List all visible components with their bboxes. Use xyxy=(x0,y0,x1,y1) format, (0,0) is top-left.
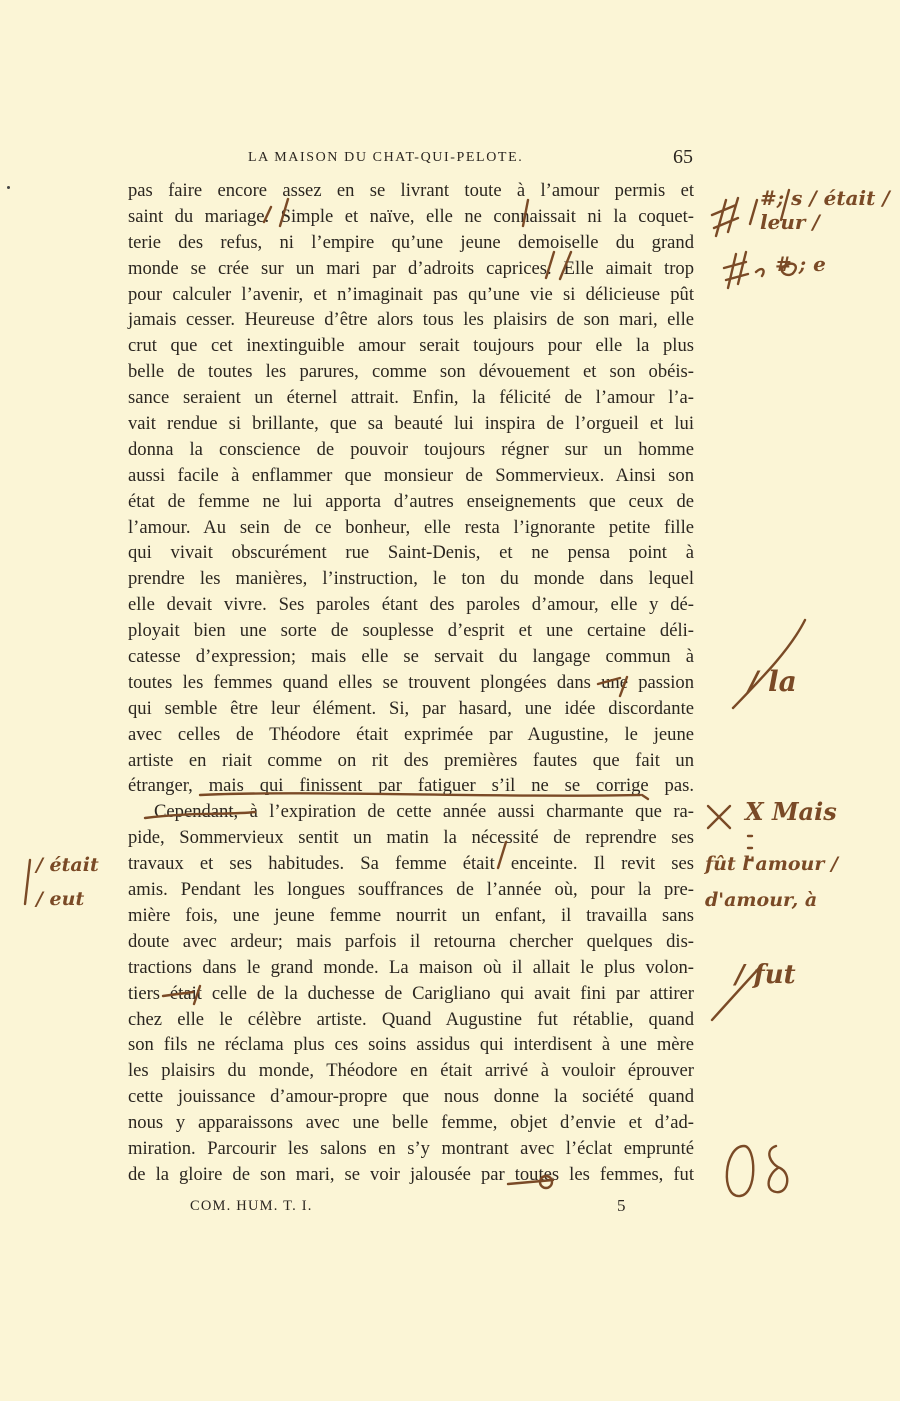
semicolon-mark xyxy=(756,269,764,276)
text-line: travaux et ses habitudes. Sa femme était enceinte. Il revit ses xyxy=(128,853,694,875)
text-line: de la gloire de son mari, se voir jalousée par toutes les femmes, fut xyxy=(128,1163,694,1185)
text-line: donna la conscience de pouvoir toujours régner sur un homme xyxy=(128,438,694,460)
text-line: catesse d’expression; mais elle se servait du langage commun à xyxy=(128,646,694,668)
text-line: jamais cesser. Heureuse d’être alors tous les plaisirs de son mari, elle xyxy=(128,309,694,331)
page-number: 65 xyxy=(673,146,693,168)
text-line: pour calculer l’avenir, et n’imaginait pas qu’une vie si délicieuse pût xyxy=(128,283,694,305)
sheet-number: 5 xyxy=(617,1196,627,1215)
text-line: ployait bien une sorte de souplesse d’esprit et une certaine déli- xyxy=(128,620,694,642)
text-line: toutes les femmes quand elles se trouvent plongées dans une passion xyxy=(128,671,694,693)
hash-mark-1 xyxy=(712,198,738,236)
text-line: monde se crée sur un mari par d’adroits caprices. Elle aimait trop xyxy=(128,257,694,279)
annotation-4: X Mais xyxy=(745,797,837,826)
annotation-7: / fut xyxy=(735,960,796,990)
slash-left xyxy=(25,860,30,904)
margin-dot xyxy=(7,186,10,189)
x-mark xyxy=(708,806,730,828)
text-line: état de femme ne lui apporta d’autres enseignements que ceux de xyxy=(128,490,694,512)
text-line: tiers était celle de la duchesse de Carigliano qui avait fini par attirer xyxy=(128,982,694,1004)
text-line: prendre les manières, l’instruction, le ton du monde dans lequel xyxy=(128,568,694,590)
text-line: amis. Pendant les longues souffrances de l’année où, pour la pre- xyxy=(128,879,694,901)
text-line: mière fois, une jeune femme nourrit un enfant, il travailla sans xyxy=(128,904,694,926)
annotation-2: # ; e xyxy=(775,252,826,276)
annotation-1: #; s / était / leur / xyxy=(760,186,890,234)
text-line: chez elle le célèbre artiste. Quand Augustine fut rétablie, quand xyxy=(128,1008,694,1030)
annotation-5: fût l'amour / d'amour, à xyxy=(705,853,838,911)
text-line: l’amour. Au sein de ce bonheur, elle resta l’ignorante petite fille xyxy=(128,516,694,538)
running-header xyxy=(128,146,693,172)
hash-mark-2 xyxy=(724,252,748,288)
text-line: crut que cet inextinguible amour serait toujours pour elle la plus xyxy=(128,335,694,357)
text-line: saint du mariage. Simple et naïve, elle ne connaissait ni la coquet- xyxy=(128,205,694,227)
annotation-6: / était / eut xyxy=(36,854,99,910)
running-title: LA MAISON DU CHAT-QUI-PELOTE. xyxy=(248,150,524,165)
text-line: tractions dans le grand monde. La maison où il allait le plus volon- xyxy=(128,956,694,978)
text-line: Cependant, à l’expiration de cette année aussi charmante que ra- xyxy=(154,801,694,823)
text-line: nous y apparaissons avec une belle femme, objet d’envie et d’ad- xyxy=(128,1112,694,1134)
text-line: sance seraient un éternel attrait. Enfin, la félicité de l’amour l’a- xyxy=(128,387,694,409)
annotation-3: / la xyxy=(748,665,797,698)
text-line: qui semble être leur élément. Si, par hasard, une idée discordante xyxy=(128,697,694,719)
text-line: étranger, mais qui finissent par fatiguer s’il ne se corrige pas. xyxy=(128,775,694,797)
text-line: son fils ne réclama plus ces soins assidus qui interdisent à une mère xyxy=(128,1034,694,1056)
text-line: avec celles de Théodore était exprimée par Augustine, le jeune xyxy=(128,723,694,745)
body-text xyxy=(128,178,694,1188)
text-line: vait rendue si brillante, que sa beauté lui inspira de l’orgueil et lui xyxy=(128,413,694,435)
text-line: miration. Parcourir les salons en s’y montrant avec l’éclat emprunté xyxy=(128,1137,694,1159)
text-line: aussi facile à enflammer que monsieur de Sommervieux. Ainsi son xyxy=(128,464,694,486)
text-line: qui vivait obscurément rue Saint-Denis, et ne pensa point à xyxy=(128,542,694,564)
text-line: les plaisirs du monde, Théodore en était arrivé à vouloir éprouver xyxy=(128,1060,694,1082)
text-line: pide, Sommervieux sentit un matin la nécessité de reprendre ses xyxy=(128,827,694,849)
text-line: artiste en riait comme on rit des premières fautes que fait un xyxy=(128,749,694,771)
text-line: pas faire encore assez en se livrant toute à l’amour permis et xyxy=(128,180,694,201)
text-line: belle de toutes les parures, comme son dévouement et son obéis- xyxy=(128,361,694,383)
signature-mark: COM. HUM. T. I. xyxy=(190,1198,313,1214)
text-line: doute avec ardeur; mais parfois il retourna chercher quelques dis- xyxy=(128,930,694,952)
page-footer xyxy=(190,1196,640,1218)
text-line: terie des refus, ni l’empire qu’une jeune demoiselle du grand xyxy=(128,231,694,253)
text-line: cette jouissance d’amour-propre que nous donne la société quand xyxy=(128,1086,694,1108)
text-line: elle devait vivre. Ses paroles étant des paroles d’amour, elle y dé- xyxy=(128,594,694,616)
